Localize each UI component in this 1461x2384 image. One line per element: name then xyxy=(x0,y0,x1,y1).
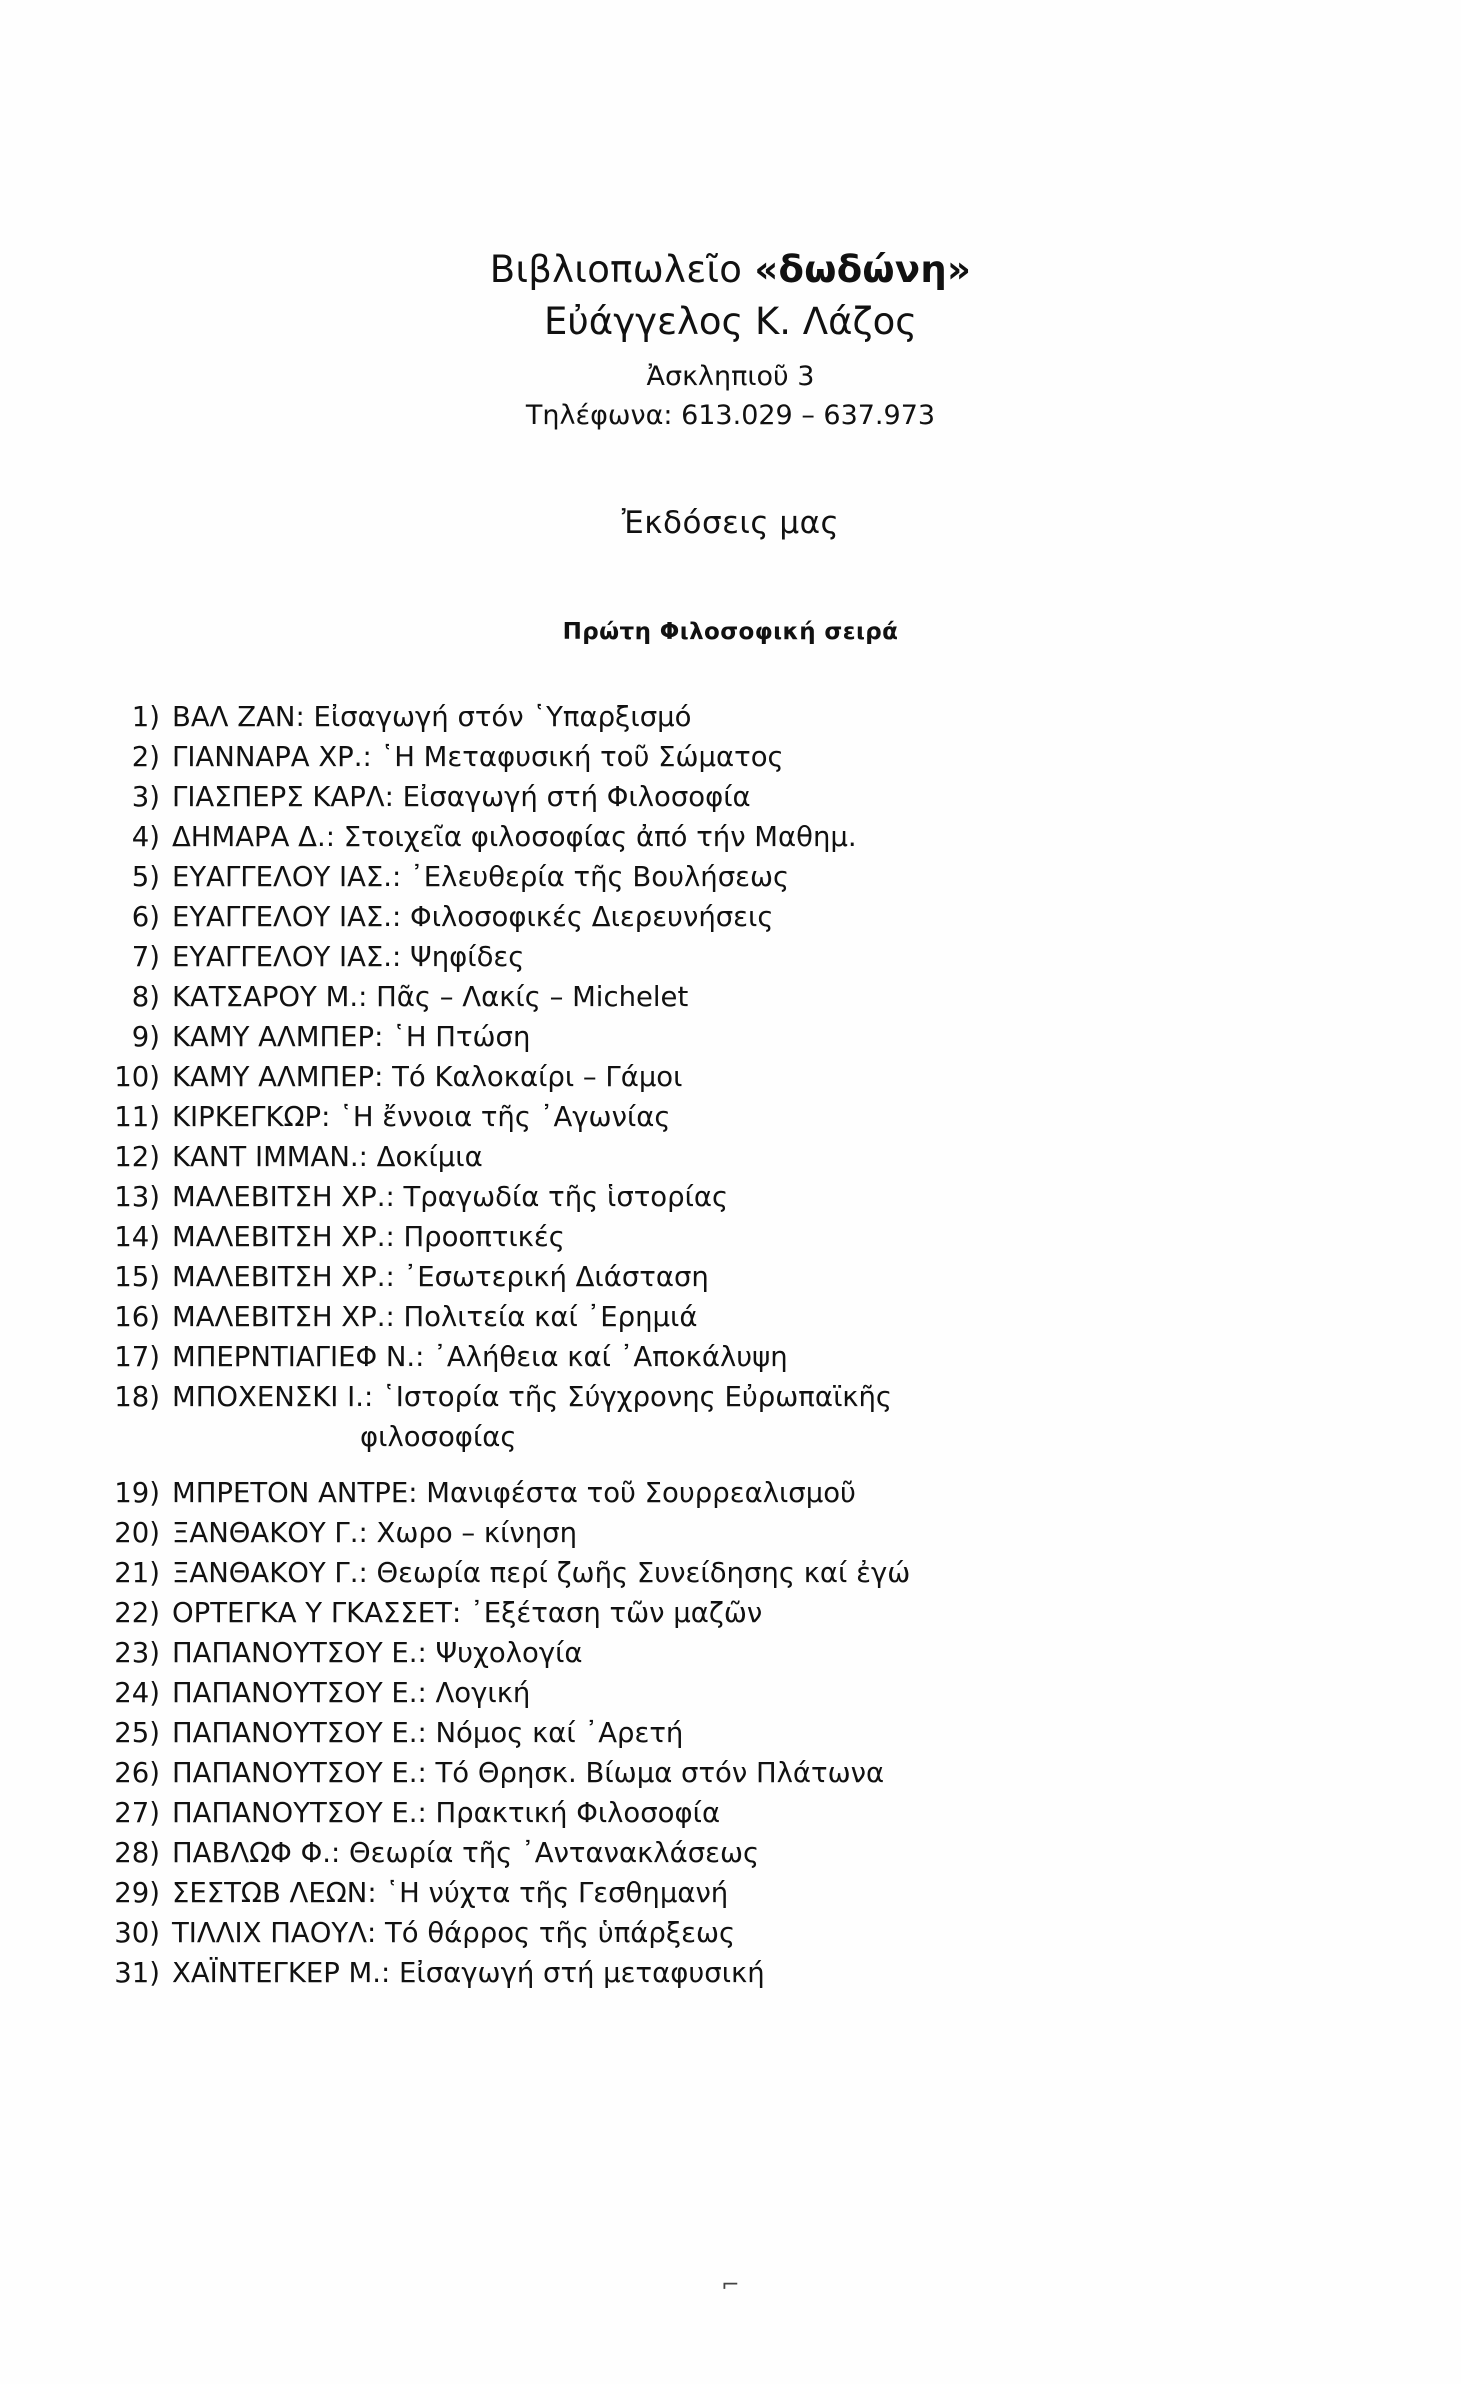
list-item-number: 18) xyxy=(114,1381,160,1414)
list-item xyxy=(100,1337,1461,1377)
list-item-number: 8) xyxy=(131,981,160,1014)
list-item xyxy=(100,1673,1461,1713)
list-item-number: 17) xyxy=(114,1341,160,1374)
list-item xyxy=(100,697,1461,737)
list-item xyxy=(100,1177,1461,1217)
list-item xyxy=(100,1513,1461,1553)
list-item xyxy=(100,1793,1461,1833)
list-item-text: ΕΥΑΓΓΕΛΟΥ ΙΑΣ.: Ψηφίδες xyxy=(172,941,525,974)
list-item-number: 22) xyxy=(114,1597,160,1630)
editions-heading: Ἐκδόσεις μας xyxy=(621,505,840,542)
list-item xyxy=(100,857,1461,897)
list-item-number: 3) xyxy=(131,781,160,814)
owner-name: Εὐάγγελος Κ. Λάζος xyxy=(544,300,917,344)
list-item-number: 16) xyxy=(114,1301,160,1334)
list-item xyxy=(100,1953,1461,1993)
list-item xyxy=(100,1753,1461,1793)
list-gap xyxy=(100,1457,1461,1473)
list-item xyxy=(100,1473,1461,1513)
list-item-number: 23) xyxy=(114,1637,160,1670)
list-item-text: ΠΑΠΑΝΟΥΤΣΟΥ Ε.: Νόμος καί ᾿Αρετή xyxy=(172,1717,684,1750)
list-item-number: 30) xyxy=(114,1917,160,1950)
list-item-text: ΔΗΜΑΡΑ Δ.: Στοιχεῖα φιλοσοφίας ἀπό τήν Μαθημ. xyxy=(172,821,857,854)
list-item-text: ΜΠΕΡΝΤΙΑΓΙΕΦ Ν.: ᾿Αλήθεια καί ᾿Αποκάλυψη xyxy=(172,1341,788,1374)
list-item-number: 15) xyxy=(114,1261,160,1294)
list-item-text: ΞΑΝΘΑΚΟΥ Γ.: Χωρο – κίνηση xyxy=(172,1517,578,1550)
list-item xyxy=(100,1593,1461,1633)
list-item xyxy=(100,1057,1461,1097)
list-item-number: 21) xyxy=(114,1557,160,1590)
list-item-number: 20) xyxy=(114,1517,160,1550)
list-item-number: 12) xyxy=(114,1141,160,1174)
list-item xyxy=(100,897,1461,937)
list-item-text: ΒΑΛ ΖΑΝ: Εἰσαγωγή στόν ῾Υπαρξισμό xyxy=(172,701,692,734)
list-item-number: 2) xyxy=(131,741,160,774)
shop-prefix: Βιβλιοπωλεῖο xyxy=(489,248,755,291)
list-item-text: ΜΑΛΕΒΙΤΣΗ ΧΡ.: Πολιτεία καί ᾿Ερημιά xyxy=(172,1301,698,1334)
list-item-text: ΠΑΠΑΝΟΥΤΣΟΥ Ε.: Πρακτική Φιλοσοφία xyxy=(172,1797,721,1830)
list-item xyxy=(100,1297,1461,1337)
list-item xyxy=(100,1217,1461,1257)
list-item-text: ΚΑΝΤ ΙΜΜΑΝ.: Δοκίμια xyxy=(172,1141,483,1174)
shop-name: «δωδώνη» xyxy=(754,248,972,291)
list-item-text: ΚΑΜΥ ΑΛΜΠΕΡ: ῾Η Πτώση xyxy=(172,1021,531,1054)
list-item-text: ΓΙΑΝΝΑΡΑ ΧΡ.: ῾Η Μεταφυσική τοῦ Σώματος xyxy=(172,741,784,774)
list-item-number: 9) xyxy=(131,1021,160,1054)
list-item xyxy=(100,977,1461,1017)
list-item-number: 19) xyxy=(114,1477,160,1510)
list-item xyxy=(100,817,1461,857)
list-item-text: ΜΑΛΕΒΙΤΣΗ ΧΡ.: Τραγωδία τῆς ἱστορίας xyxy=(172,1181,729,1214)
publisher-header xyxy=(0,246,1461,433)
phone-line: Τηλέφωνα: 613.029 – 637.973 xyxy=(525,400,936,432)
list-item-text: ΚΙΡΚΕΓΚΩΡ: ῾Η ἔννοια τῆς ᾿Αγωνίας xyxy=(172,1101,671,1134)
list-item-text: ΜΠΟΧΕΝΣΚΙ Ι.: ῾Ιστορία τῆς Σύγχρονης Εὐρωπαϊκῆς xyxy=(172,1381,893,1414)
list-item xyxy=(100,1097,1461,1137)
list-item-number: 6) xyxy=(131,901,160,934)
list-item-text: ΚΑΤΣΑΡΟΥ Μ.: Πᾶς – Λακίς – Michelet xyxy=(172,981,689,1014)
list-item-number: 29) xyxy=(114,1877,160,1910)
address-line: Ἀσκληπιοῦ 3 xyxy=(646,361,815,393)
list-item xyxy=(100,1713,1461,1753)
list-item xyxy=(100,1913,1461,1953)
list-item-text: ΟΡΤΕΓΚΑ Υ ΓΚΑΣΣΕΤ: ᾿Εξέταση τῶν μαζῶν xyxy=(172,1597,763,1630)
list-item-number: 13) xyxy=(114,1181,160,1214)
list-item xyxy=(100,1017,1461,1057)
list-item-number: 14) xyxy=(114,1221,160,1254)
list-item xyxy=(100,1553,1461,1593)
list-item-number: 28) xyxy=(114,1837,160,1870)
list-item xyxy=(100,1137,1461,1177)
list-item-text: ΕΥΑΓΓΕΛΟΥ ΙΑΣ.: ᾿Ελευθερία τῆς Βουλήσεως xyxy=(172,861,790,894)
list-item xyxy=(100,1377,1461,1417)
list-item-text: ΠΑΠΑΝΟΥΤΣΟΥ Ε.: Λογική xyxy=(172,1677,531,1710)
list-item xyxy=(100,737,1461,777)
list-item-number: 27) xyxy=(114,1797,160,1830)
list-item-text: ΠΑΠΑΝΟΥΤΣΟΥ Ε.: Τό Θρησκ. Βίωμα στόν Πλάτωνα xyxy=(172,1757,885,1790)
footer-mark: ⌐ xyxy=(721,2273,740,2298)
list-item-number: 7) xyxy=(131,941,160,974)
list-item-text: ΜΑΛΕΒΙΤΣΗ ΧΡ.: Προοπτικές xyxy=(172,1221,565,1254)
list-item-text: ΣΕΣΤΩΒ ΛΕΩΝ: ῾Η νύχτα τῆς Γεσθημανή xyxy=(172,1877,729,1910)
list-item-text: ΕΥΑΓΓΕΛΟΥ ΙΑΣ.: Φιλοσοφικές Διερευνήσεις xyxy=(172,901,774,934)
list-item-text: ΓΙΑΣΠΕΡΣ ΚΑΡΛ: Εἰσαγωγή στή Φιλοσοφία xyxy=(172,781,751,814)
list-item-number: 5) xyxy=(131,861,160,894)
list-item-number: 26) xyxy=(114,1757,160,1790)
list-item-text: ΠΑΒΛΩΦ Φ.: Θεωρία τῆς ᾿Αντανακλάσεως xyxy=(172,1837,760,1870)
list-item-text: ΧΑΪΝΤΕΓΚΕΡ Μ.: Εἰσαγωγή στή μεταφυσική xyxy=(172,1957,765,1990)
list-item-text: ΚΑΜΥ ΑΛΜΠΕΡ: Τό Καλοκαίρι – Γάμοι xyxy=(172,1061,683,1094)
list-item-number: 31) xyxy=(114,1957,160,1990)
list-item-number: 4) xyxy=(131,821,160,854)
list-item xyxy=(100,937,1461,977)
list-item-text: ΞΑΝΘΑΚΟΥ Γ.: Θεωρία περί ζωῆς Συνείδησης καί ἐγώ xyxy=(172,1557,911,1590)
list-item-number: 11) xyxy=(114,1101,160,1134)
list-item xyxy=(100,1833,1461,1873)
list-item-number: 10) xyxy=(114,1061,160,1094)
list-item-text: ΜΠΡΕΤΟΝ ΑΝΤΡΕ: Μανιφέστα τοῦ Σουρρεαλισμοῦ xyxy=(172,1477,856,1510)
list-item xyxy=(100,1257,1461,1297)
book-list xyxy=(100,697,1461,1993)
list-item-text: ΠΑΠΑΝΟΥΤΣΟΥ Ε.: Ψυχολογία xyxy=(172,1637,583,1670)
series-title: Πρώτη Φιλοσοφική σειρά xyxy=(562,619,899,646)
list-item-number: 24) xyxy=(114,1677,160,1710)
list-item xyxy=(100,1633,1461,1673)
list-item-number: 25) xyxy=(114,1717,160,1750)
list-item-text: ΜΑΛΕΒΙΤΣΗ ΧΡ.: ᾿Εσωτερική Διάσταση xyxy=(172,1261,709,1294)
list-item-continuation: φιλοσοφίας xyxy=(360,1421,517,1454)
list-item xyxy=(100,1873,1461,1913)
list-item-text: ΤΙΛΛΙΧ ΠΑΟΥΛ: Τό θάρρος τῆς ὑπάρξεως xyxy=(172,1917,736,1950)
list-item-number: 1) xyxy=(131,701,160,734)
shop-title xyxy=(0,246,1461,293)
list-item xyxy=(100,777,1461,817)
